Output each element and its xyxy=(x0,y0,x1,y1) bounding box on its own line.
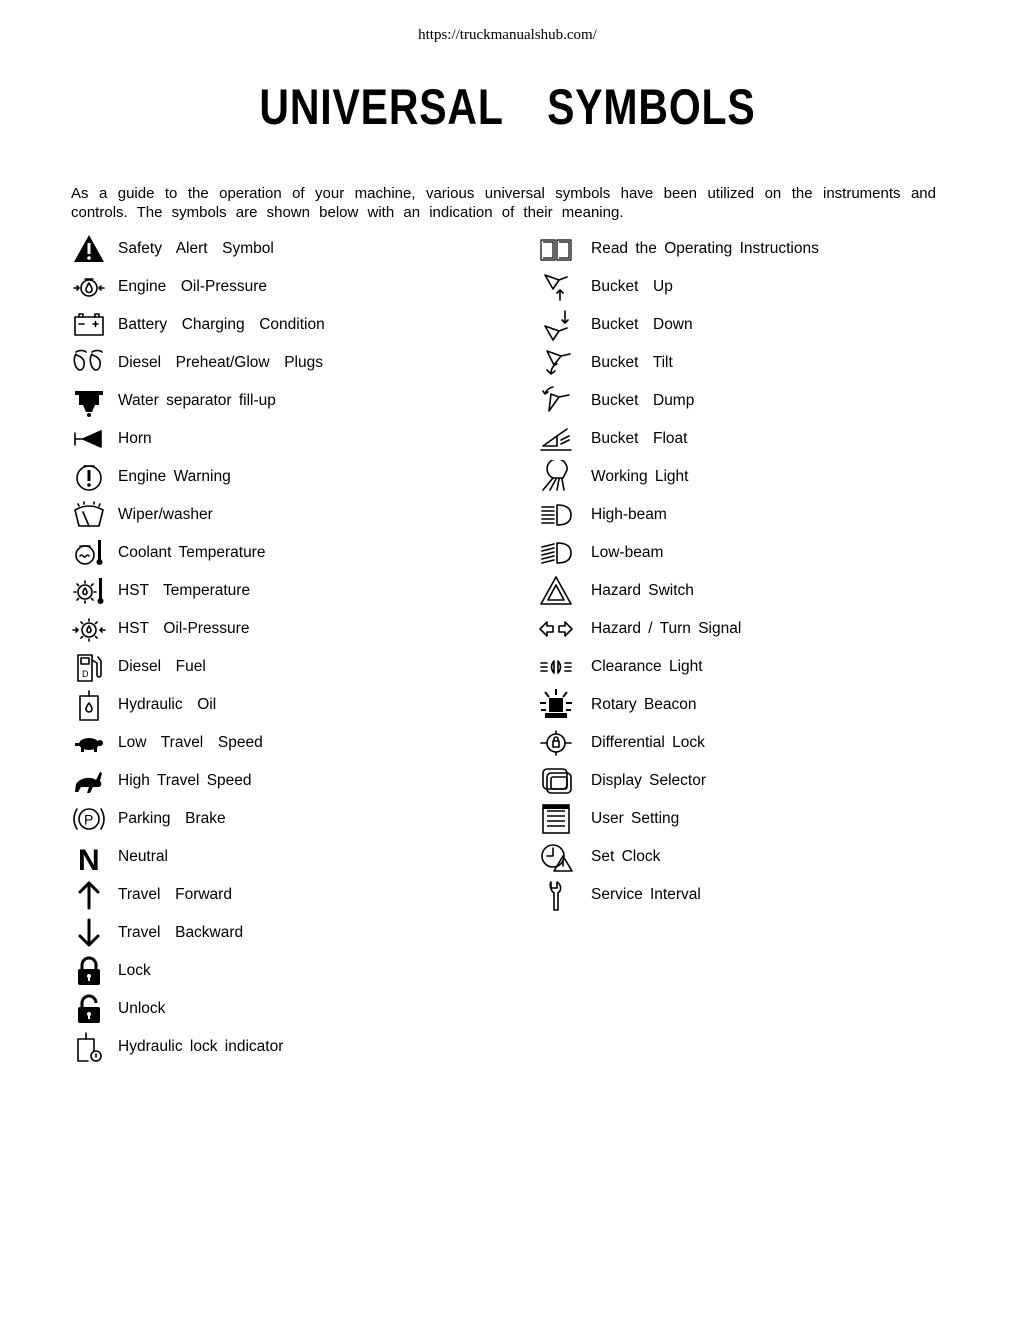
bucket-down-icon xyxy=(538,307,574,343)
symbol-row xyxy=(71,724,511,762)
symbol-label: Horn xyxy=(118,430,152,447)
symbol-label: Differential Lock xyxy=(591,734,705,751)
symbol-label: Wiper/washer xyxy=(118,506,213,523)
bucket-up-icon xyxy=(538,269,574,305)
set-clock-icon xyxy=(538,839,574,875)
intro-paragraph: As a guide to the operation of your machine, various universal symbols have been utilized on the instruments and controls. The symbols are shown below with an indication of their meaning. xyxy=(71,185,936,221)
header-url: https://truckmanualshub.com/ xyxy=(418,27,597,43)
page-title: UNIVERSAL SYMBOLS xyxy=(259,79,756,135)
symbol-label: Engine Warning xyxy=(118,468,231,485)
bucket-dump-icon xyxy=(538,383,574,419)
symbol-row xyxy=(538,876,978,914)
svg-text:P: P xyxy=(84,811,94,828)
hydraulic-oil-icon xyxy=(71,687,107,723)
symbol-label: Travel Forward xyxy=(118,886,232,903)
symbol-row xyxy=(71,1028,511,1066)
unlock-icon xyxy=(71,991,107,1027)
symbol-label: Hazard Switch xyxy=(591,582,694,599)
symbol-row xyxy=(538,306,978,344)
water-separator-icon xyxy=(71,383,107,419)
symbol-label: Bucket Dump xyxy=(591,392,695,409)
symbol-label: User Setting xyxy=(591,810,680,827)
arrow-up-icon xyxy=(71,877,107,913)
hydraulic-lock-icon xyxy=(71,1029,107,1065)
symbol-row xyxy=(71,306,511,344)
symbol-row xyxy=(71,686,511,724)
glow-plug-icon xyxy=(71,345,107,381)
symbol-label: Parking Brake xyxy=(118,810,226,827)
symbol-row xyxy=(538,268,978,306)
symbol-row xyxy=(71,382,511,420)
engine-oil-pressure-icon xyxy=(71,269,107,305)
symbol-label: Set Clock xyxy=(591,848,661,865)
symbol-row xyxy=(538,838,978,876)
lock-icon xyxy=(71,953,107,989)
symbol-label: Bucket Up xyxy=(591,278,673,295)
wiper-washer-icon xyxy=(71,497,107,533)
symbol-row xyxy=(71,344,511,382)
svg-text:N: N xyxy=(78,844,100,874)
symbol-row xyxy=(538,534,978,572)
symbol-row xyxy=(71,762,511,800)
arrow-down-icon xyxy=(71,915,107,951)
symbol-row xyxy=(71,496,511,534)
symbol-label: Battery Charging Condition xyxy=(118,316,325,333)
symbol-label: Unlock xyxy=(118,1000,166,1017)
symbol-row xyxy=(71,458,511,496)
symbol-row xyxy=(71,572,511,610)
symbol-row xyxy=(71,420,511,458)
symbol-row xyxy=(538,344,978,382)
symbol-label: Hydraulic Oil xyxy=(118,696,217,713)
battery-icon xyxy=(71,307,107,343)
symbol-row xyxy=(538,762,978,800)
symbol-row xyxy=(538,648,978,686)
symbol-label: HST Temperature xyxy=(118,582,251,599)
symbol-row xyxy=(71,610,511,648)
symbol-label: Travel Backward xyxy=(118,924,244,941)
hst-oil-pressure-icon xyxy=(71,611,107,647)
safety-alert-icon xyxy=(71,231,107,267)
bucket-float-icon xyxy=(538,421,574,457)
symbol-label: Low Travel Speed xyxy=(118,734,263,751)
symbol-label: Read the Operating Instructions xyxy=(591,240,819,257)
svg-text:D: D xyxy=(82,669,89,679)
symbol-label: Safety Alert Symbol xyxy=(118,240,274,257)
symbol-row xyxy=(71,230,511,268)
bucket-tilt-icon xyxy=(538,345,574,381)
parking-brake-icon xyxy=(71,801,107,837)
symbol-row xyxy=(538,420,978,458)
clearance-light-icon xyxy=(538,649,574,685)
symbol-label: Coolant Temperature xyxy=(118,544,266,561)
symbol-row xyxy=(538,572,978,610)
symbol-label: Diesel Fuel xyxy=(118,658,206,675)
rotary-beacon-icon xyxy=(538,687,574,723)
symbol-row xyxy=(71,876,511,914)
symbol-label: Lock xyxy=(118,962,151,979)
symbol-label: Service Interval xyxy=(591,886,701,903)
symbol-row xyxy=(71,534,511,572)
low-beam-icon xyxy=(538,535,574,571)
right-symbol-list xyxy=(538,230,978,914)
user-setting-icon xyxy=(538,801,574,837)
book-icon xyxy=(538,231,574,267)
symbol-label: Hydraulic lock indicator xyxy=(118,1038,284,1055)
symbol-row xyxy=(538,800,978,838)
high-beam-icon xyxy=(538,497,574,533)
symbol-label: Bucket Tilt xyxy=(591,354,673,371)
display-selector-icon xyxy=(538,763,574,799)
wrench-icon xyxy=(538,877,574,913)
symbol-label: Rotary Beacon xyxy=(591,696,697,713)
symbol-row xyxy=(71,268,511,306)
hst-temperature-icon xyxy=(71,573,107,609)
symbol-label: Working Light xyxy=(591,468,689,485)
working-light-icon xyxy=(538,459,574,495)
symbol-label: High-beam xyxy=(591,506,667,523)
symbol-row xyxy=(538,686,978,724)
symbol-label: Hazard / Turn Signal xyxy=(591,620,742,637)
symbol-label: Low-beam xyxy=(591,544,664,561)
symbol-row xyxy=(538,382,978,420)
symbol-label: Display Selector xyxy=(591,772,706,789)
hazard-icon xyxy=(538,573,574,609)
symbol-row xyxy=(71,648,511,686)
rabbit-icon xyxy=(71,763,107,799)
symbol-row xyxy=(538,230,978,268)
symbol-label: Bucket Float xyxy=(591,430,688,447)
symbol-row xyxy=(71,838,511,876)
symbol-label: Bucket Down xyxy=(591,316,693,333)
symbol-label: Diesel Preheat/Glow Plugs xyxy=(118,354,323,371)
symbol-row xyxy=(538,610,978,648)
symbol-label: Clearance Light xyxy=(591,658,703,675)
coolant-temperature-icon xyxy=(71,535,107,571)
symbol-row xyxy=(71,800,511,838)
symbol-row xyxy=(71,952,511,990)
horn-icon xyxy=(71,421,107,457)
symbol-row xyxy=(538,496,978,534)
symbol-row xyxy=(71,990,511,1028)
left-symbol-list xyxy=(71,230,511,1066)
symbol-label: Water separator fill-up xyxy=(118,392,276,409)
symbol-label: High Travel Speed xyxy=(118,772,252,789)
turn-signal-icon xyxy=(538,611,574,647)
symbol-label: Engine Oil-Pressure xyxy=(118,278,268,295)
symbol-row xyxy=(538,724,978,762)
engine-warning-icon xyxy=(71,459,107,495)
turtle-icon xyxy=(71,725,107,761)
symbol-label: HST Oil-Pressure xyxy=(118,620,250,637)
symbol-row xyxy=(538,458,978,496)
symbol-row xyxy=(71,914,511,952)
neutral-icon xyxy=(71,839,107,875)
symbol-label: Neutral xyxy=(118,848,168,865)
differential-lock-icon xyxy=(538,725,574,761)
diesel-fuel-icon xyxy=(71,649,107,685)
